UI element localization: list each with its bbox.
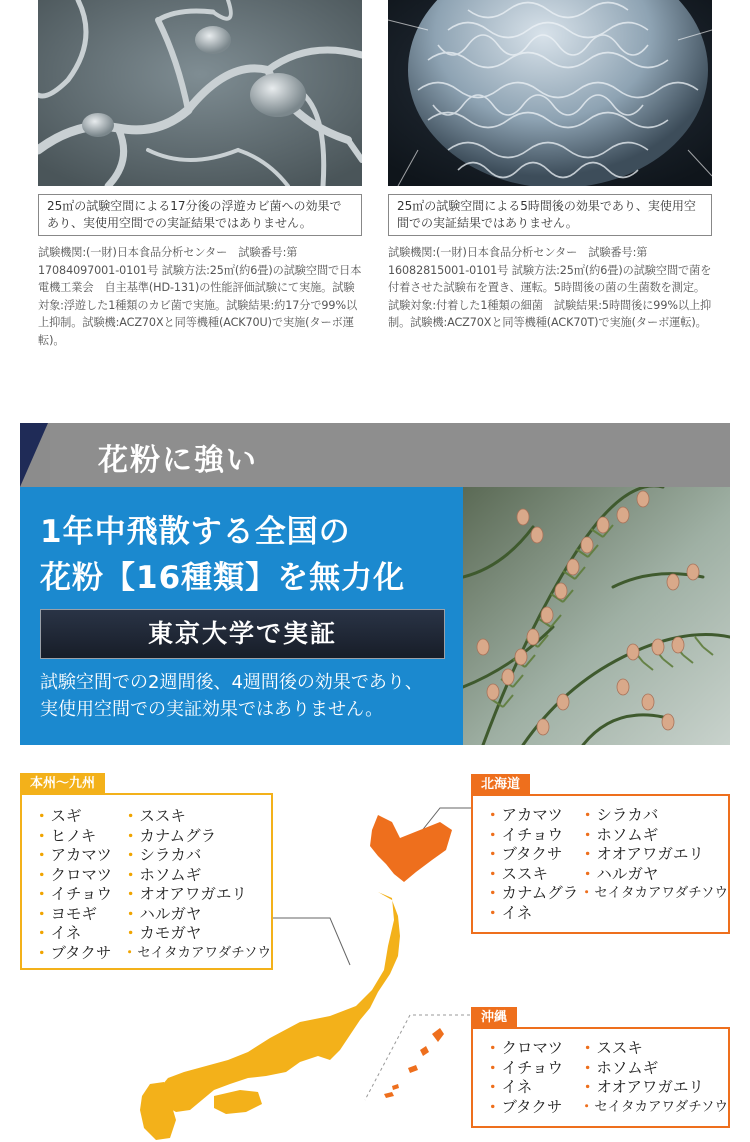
bacteria-test-detail: 試験機関:(一財)日本食品分析センター 試験番号:第16082815001-0101号 試験方法:25㎡(約6畳)の試験空間で菌を付着させた試験布を置き、運転。5時間後の菌の生菌数を測定。試験対象:付着した1種類の細菌 試験結果:5時間後に99%以上抑制。試験機:ACZ70Xと同等機種(ACK70T)で実施(ターボ運転)。 (388, 246, 712, 329)
list-item: ・ スギ (34, 807, 123, 827)
list-item: ・ オオアワガエリ (580, 845, 728, 865)
list-item: ・ ブタクサ (485, 845, 580, 865)
mold-test-caption: 25㎡の試験空間による17分後の浮遊カビ菌への効果であり、実使用空間での実証結果ではありません。 (38, 194, 362, 236)
bacteria-test-column (388, 0, 712, 332)
region-hokkaido (471, 777, 730, 934)
cedar-pollen-photo (463, 487, 730, 745)
banner-disclaimer (40, 669, 423, 723)
hokkaido-plant-list (473, 796, 728, 923)
section-title: 花粉に強い (98, 443, 258, 478)
list-item: ・ ホソムギ (580, 826, 728, 846)
list-item: ・ ブタクサ (34, 944, 123, 964)
honshu-plant-list (22, 795, 271, 963)
mold-test-column (38, 0, 362, 349)
okinawa-col-1 (485, 1039, 580, 1117)
list-item: ・ ハルガヤ (123, 905, 271, 925)
list-item: ・ セイタカアワダチソウ (580, 884, 728, 904)
list-item: ・ イネ (485, 1078, 580, 1098)
list-item: ・ ブタクサ (485, 1098, 580, 1118)
okinawa-col-2 (580, 1039, 728, 1117)
headline-line-1: 1年中飛散する全国の (40, 514, 351, 550)
region-label-okinawa: 沖縄 (471, 1007, 517, 1029)
list-item: ・ ホソムギ (123, 866, 271, 886)
honshu-col-2 (123, 807, 271, 963)
hokkaido-shape (370, 815, 452, 882)
list-item: ・ イチョウ (485, 826, 580, 846)
list-item: ・ ヒノキ (34, 827, 123, 847)
okinawa-plant-list (473, 1029, 728, 1117)
list-item: ・ セイタカアワダチソウ (580, 1098, 728, 1118)
shikoku-shape (214, 1090, 262, 1114)
list-item: ・ ススキ (485, 865, 580, 885)
region-honshu-kyushu (20, 776, 273, 970)
list-item: ・ カナムグラ (485, 884, 580, 904)
pollen-claim-panel (20, 487, 463, 745)
region-okinawa (471, 1010, 730, 1128)
list-item: ・ イネ (34, 924, 123, 944)
disclaimer-line-1: 試験空間での2週間後、4週間後の効果であり、 (40, 672, 423, 693)
disclaimer-line-2: 実使用空間での実証効果ではありません。 (40, 699, 384, 720)
section-header (20, 423, 730, 487)
honshu-col-1 (34, 807, 123, 963)
list-item: ・ ハルガヤ (580, 865, 728, 885)
list-item: ・ カナムグラ (123, 827, 271, 847)
hokkaido-col-2 (580, 806, 728, 923)
list-item: ・ オオアワガエリ (580, 1078, 728, 1098)
mold-microscope-image (38, 0, 362, 186)
list-item: ・ ホソムギ (580, 1059, 728, 1079)
list-item: ・ カモガヤ (123, 924, 271, 944)
header-navy-accent (20, 423, 48, 487)
list-item: ・ クロマツ (485, 1039, 580, 1059)
mold-test-detail: 試験機関:(一財)日本食品分析センター 試験番号:第17084097001-0101号 試験方法:25㎡(約6畳)の試験空間で日本電機工業会 自主基準(HD-131)の性能評価試験にて実施。試験対象:浮遊した1種類のカビ菌で実施。試験結果:約17分で99%以上抑制。試験機:ACZ70Xと同等機種(ACK70U)で実施(ターボ運転)。 (38, 246, 362, 347)
bacteria-microscope-image (388, 0, 712, 186)
list-item: ・ クロマツ (34, 866, 123, 886)
list-item: ・ セイタカアワダチソウ (123, 944, 271, 964)
list-item: ・ ススキ (580, 1039, 728, 1059)
list-item: ・ ヨモギ (34, 905, 123, 925)
headline-line-2: 花粉【16種類】を無力化 (40, 560, 406, 596)
bacteria-test-caption: 25㎡の試験空間による5時間後の効果であり、実使用空間での実証結果ではありません。 (388, 194, 712, 236)
list-item: ・ イネ (485, 904, 580, 924)
list-item: ・ イチョウ (485, 1059, 580, 1079)
okinawa-shape (384, 1028, 444, 1098)
list-item: ・ イチョウ (34, 885, 123, 905)
list-item: ・ ススキ (123, 807, 271, 827)
region-label-honshu: 本州〜九州 (20, 773, 105, 795)
list-item: ・ シラカバ (580, 806, 728, 826)
list-item: ・ オオアワガエリ (123, 885, 271, 905)
list-item: ・ シラカバ (123, 846, 271, 866)
university-proof-badge: 東京大学で実証 (40, 609, 445, 659)
hokkaido-col-1 (485, 806, 580, 923)
region-label-hokkaido: 北海道 (471, 774, 530, 796)
list-item: ・ アカマツ (34, 846, 123, 866)
list-item: ・ アカマツ (485, 806, 580, 826)
pollen-headline (40, 509, 405, 601)
